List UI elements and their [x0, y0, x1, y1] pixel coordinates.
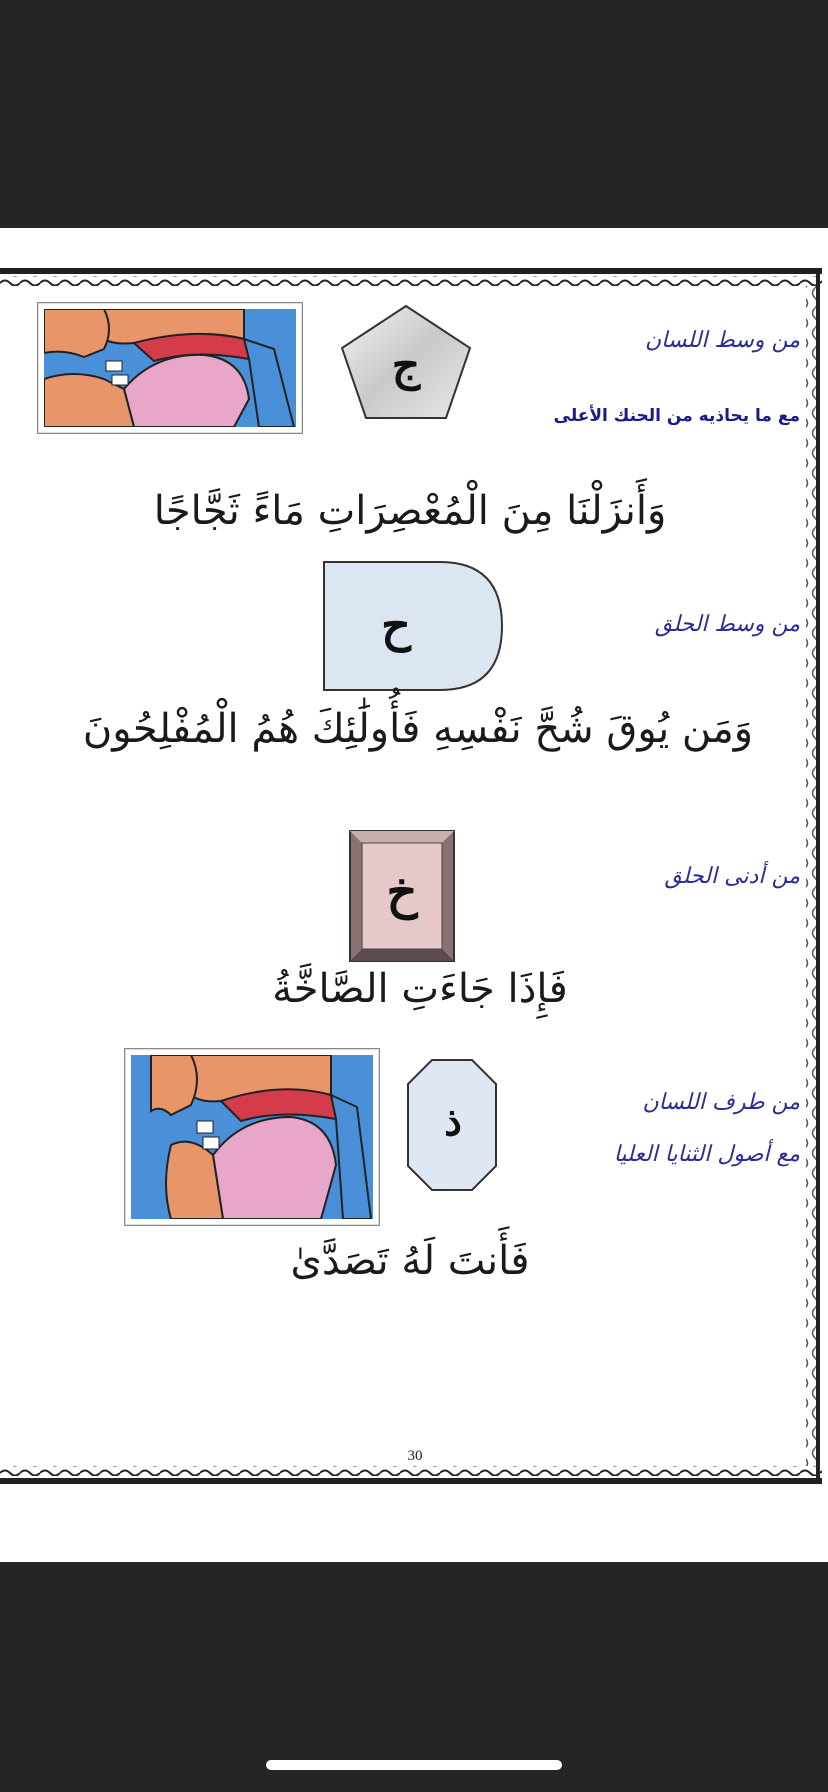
document-page	[0, 228, 828, 1562]
section-1-heading: من وسط اللسان	[644, 328, 800, 353]
status-area	[0, 0, 828, 228]
letter-jim: ج	[391, 340, 421, 391]
verse-3: فَإِذَا جَاءَتِ الصَّاخَّةُ	[272, 966, 568, 1012]
section-4-subheading: مع أصول الثنايا العليا	[613, 1142, 800, 1167]
verse-2: وَمَن يُوقَ شُحَّ نَفْسِهِ فَأُولَٰئِكَ هُمُ الْمُفْلِحُونَ	[82, 706, 754, 752]
verse-1: وَأَنزَلْنَا مِنَ الْمُعْصِرَاتِ مَاءً ثَجَّاجًا	[153, 488, 667, 534]
home-indicator[interactable]	[266, 1760, 562, 1770]
letter-kha: خ	[386, 864, 418, 920]
letter-ha: ح	[381, 598, 411, 652]
section-1-subheading: مع ما يحاذيه من الحنك الأعلى	[553, 406, 800, 426]
section-4-heading: من طرف اللسان	[642, 1090, 800, 1115]
bottom-bar	[0, 1562, 828, 1792]
page-number: 30	[407, 1448, 423, 1464]
mouth-illustration-middle-tongue	[37, 302, 303, 434]
section-2-heading: من وسط الحلق	[654, 612, 800, 637]
verse-4: فَأَنتَ لَهُ تَصَدَّىٰ	[290, 1238, 530, 1284]
mouth-diagram-icon	[44, 309, 296, 427]
mouth-illustration-tongue-tip	[124, 1048, 380, 1226]
mouth-diagram-icon-2	[131, 1055, 373, 1219]
section-3-heading: من أدنى الحلق	[664, 864, 800, 889]
letter-dhal: ذ	[444, 1098, 462, 1145]
